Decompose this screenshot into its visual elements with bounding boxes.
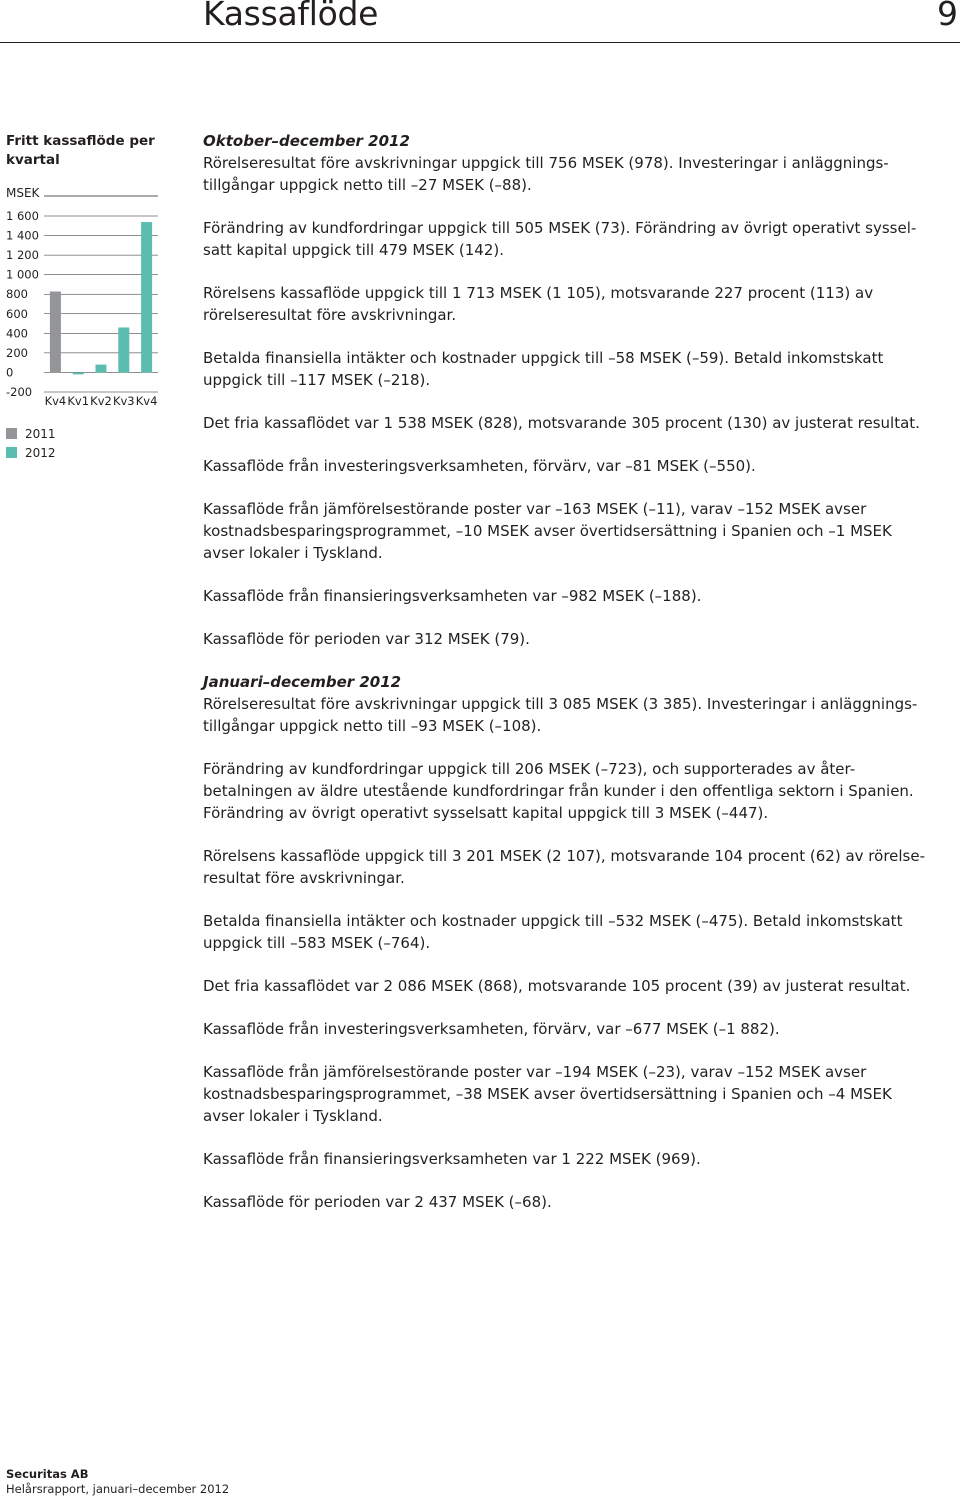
- bar-kv1-2012: [73, 372, 84, 374]
- main-text: [203, 130, 948, 1234]
- page-title: Kassaflöde: [203, 0, 379, 33]
- paragraph: Förändring av kundfordringar uppgick till 206 MSEK (–723), och supporterades av åter- betalningen av äldre utestående kundfordringar från kunder i den offentliga sektorn i Spanien. Förändring av övrigt operativt sysselsatt kapital uppgick till 3 MSEK (–447).: [203, 760, 914, 822]
- legend-label-2012: 2012: [25, 445, 56, 460]
- legend-label-2011: 2011: [25, 426, 56, 441]
- paragraph: Rörelseresultat före avskrivningar uppgick till 756 MSEK (978). Investeringar i anläggnings- tillgångar uppgick netto till –27 MSEK (–88).: [203, 154, 889, 194]
- y-tick-label: 1 400: [6, 228, 39, 243]
- x-tick-label: Kv1: [67, 394, 90, 408]
- page-number: 9: [937, 0, 958, 33]
- footer: [6, 1467, 229, 1497]
- paragraph: Rörelsens kassaflöde uppgick till 3 201 MSEK (2 107), motsvarande 104 procent (62) av rörelse- resultat före avskrivningar.: [203, 847, 926, 887]
- paragraph: Betalda finansiella intäkter och kostnader uppgick till –58 MSEK (–59). Betald inkomstskatt uppgick till –117 MSEK (–218).: [203, 349, 884, 389]
- x-tick-label: Kv2: [90, 394, 112, 408]
- paragraph: Det fria kassaflödet var 2 086 MSEK (868), motsvarande 105 procent (39) av justerat resultat.: [203, 977, 911, 995]
- chart-title: Fritt kassaflöde per kvartal: [6, 133, 155, 168]
- paragraph: Det fria kassaflödet var 1 538 MSEK (828), motsvarande 305 procent (130) av justerat resultat.: [203, 414, 920, 432]
- y-tick-label: 1 600: [6, 209, 39, 223]
- bar-kv4-2011: [50, 291, 61, 372]
- section-full-year: [203, 671, 948, 1213]
- section-heading: Oktober–december 2012: [203, 132, 410, 150]
- y-tick-label: 800: [6, 287, 28, 302]
- paragraph: Rörelseresultat före avskrivningar uppgick till 3 085 MSEK (3 385). Investeringar i anläggnings- tillgångar uppgick netto till –93 MSEK (–108).: [203, 695, 918, 735]
- paragraph: Kassaflöde för perioden var 312 MSEK (79).: [203, 630, 530, 648]
- legend-item-2011: [6, 424, 56, 443]
- bar-kv4-2012: [141, 222, 152, 372]
- paragraph: Kassaflöde från finansieringsverksamheten var 1 222 MSEK (969).: [203, 1150, 701, 1168]
- chart-bars: [50, 222, 152, 374]
- x-tick-label: Kv4: [44, 394, 67, 408]
- section-q4: [203, 130, 948, 650]
- legend-swatch-2012: [6, 447, 17, 458]
- free-cash-flow-chart: [0, 180, 170, 412]
- y-tick-label: 600: [6, 306, 28, 321]
- section-heading: Januari–december 2012: [203, 673, 402, 691]
- x-tick-label: Kv4: [135, 394, 158, 408]
- paragraph: Kassaflöde från investeringsverksamheten, förvärv, var –677 MSEK (–1 882).: [203, 1020, 780, 1038]
- chart-labels: [6, 186, 157, 408]
- paragraph: Kassaflöde från jämförelsestörande poster var –194 MSEK (–23), varav –152 MSEK avser kostnadsbesparingsprogrammet, –38 MSEK avser övertidsersättning i Spanien och –4 MSEK avser lokaler i Tyskland.: [203, 1063, 892, 1125]
- legend-swatch-2011: [6, 428, 17, 439]
- paragraph: Kassaflöde från investeringsverksamheten, förvärv, var –81 MSEK (–550).: [203, 457, 756, 475]
- paragraph: Kassaflöde från finansieringsverksamheten var –982 MSEK (–188).: [203, 587, 702, 605]
- paragraph: Betalda finansiella intäkter och kostnader uppgick till –532 MSEK (–475). Betald inkomstskatt uppgick till –583 MSEK (–764).: [203, 912, 903, 952]
- footer-report: Helårsrapport, januari–december 2012: [6, 1482, 230, 1496]
- y-axis-unit: MSEK: [6, 186, 40, 200]
- paragraph: Rörelsens kassaflöde uppgick till 1 713 MSEK (1 105), motsvarande 227 procent (113) av rörelseresultat före avskrivningar.: [203, 284, 874, 324]
- chart-grid: [44, 196, 158, 392]
- bar-kv3-2012: [118, 327, 129, 372]
- chart-legend: [6, 424, 56, 462]
- bar-kv2-2012: [96, 365, 107, 373]
- paragraph: Kassaflöde från jämförelsestörande poster var –163 MSEK (–11), varav –152 MSEK avser kostnadsbesparingsprogrammet, –10 MSEK avser övertidsersättning i Spanien och –1 MSEK avser lokaler i Tyskland.: [203, 500, 892, 562]
- footer-company: Securitas AB: [6, 1467, 89, 1481]
- y-tick-label: 1 200: [6, 248, 39, 263]
- y-tick-label: 400: [6, 326, 28, 341]
- x-tick-label: Kv3: [112, 394, 135, 408]
- title-divider: [0, 42, 960, 43]
- y-tick-label: -200: [6, 385, 33, 399]
- y-tick-label: 1 000: [6, 267, 39, 282]
- legend-item-2012: [6, 443, 56, 462]
- y-tick-label: 0: [6, 365, 14, 380]
- paragraph: Kassaflöde för perioden var 2 437 MSEK (–68).: [203, 1193, 552, 1211]
- paragraph: Förändring av kundfordringar uppgick till 505 MSEK (73). Förändring av övrigt operativt syssel- satt kapital uppgick till 479 MSEK (142).: [203, 219, 917, 259]
- y-tick-label: 200: [6, 345, 28, 360]
